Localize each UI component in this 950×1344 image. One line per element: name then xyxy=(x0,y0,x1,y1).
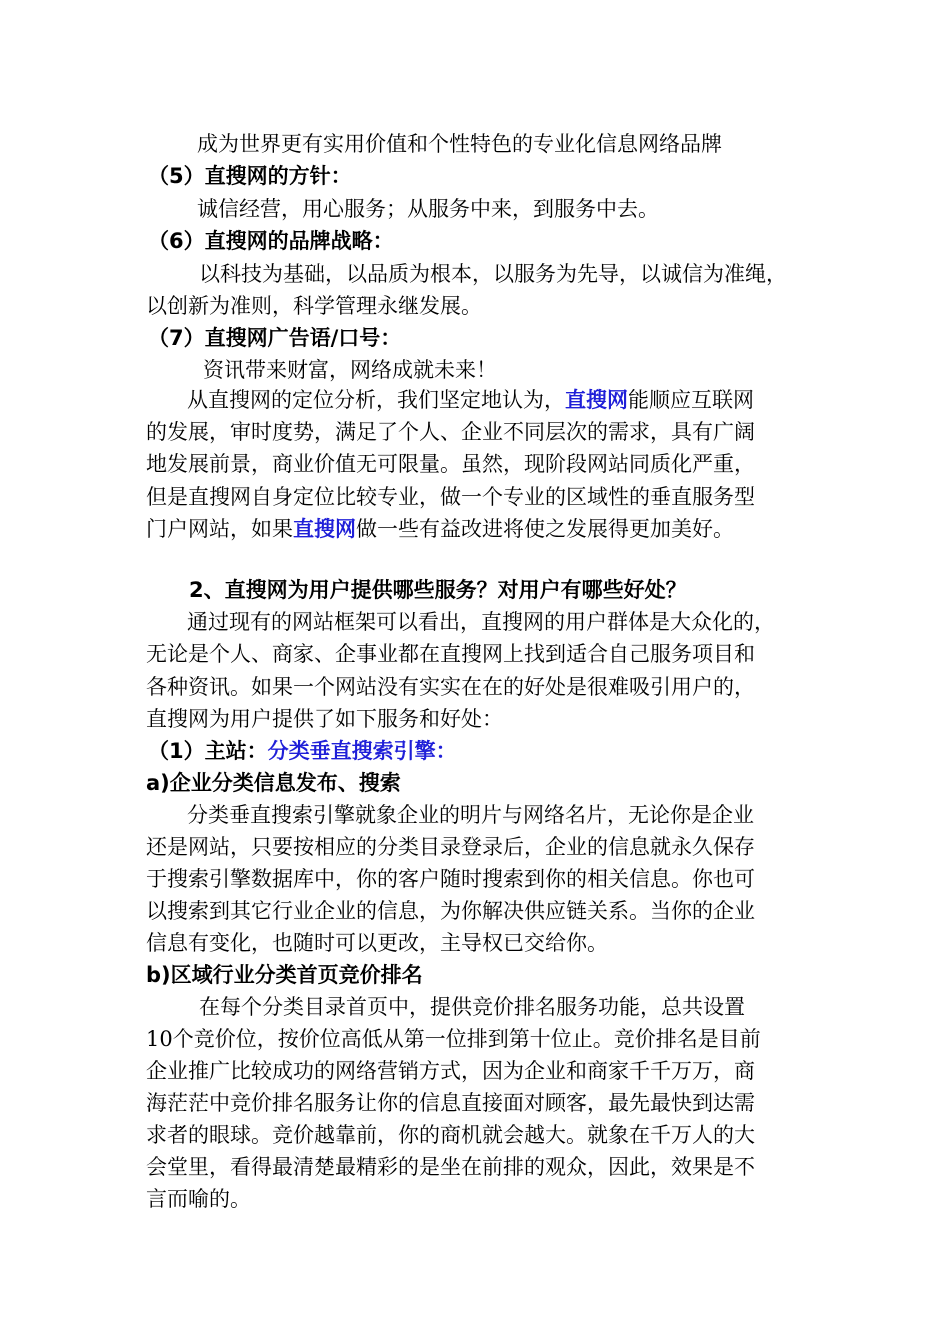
paragraph-line xyxy=(187,386,754,414)
paragraph-line: 海茫茫中竞价排名服务让你的信息直接面对顾客，最先最快到达需 xyxy=(146,1091,755,1115)
paragraph-line: 企业推广比较成功的网络营销方式，因为企业和商家千千万万，商 xyxy=(146,1059,755,1083)
section-heading xyxy=(148,737,457,765)
paragraph-line: 但是直搜网自身定位比较专业，做一个专业的区域性的垂直服务型 xyxy=(146,485,755,509)
paragraph-line: 无论是个人、商家、企事业都在直搜网上找到适合自己服务项目和 xyxy=(146,642,755,666)
paragraph-line: 在每个分类目录首页中，提供竞价排名服务功能，总共设置 xyxy=(199,995,745,1019)
paragraph-line: 求者的眼球。竞价越靠前，你的商机就会越大。就象在千万人的大 xyxy=(146,1123,755,1147)
text-run: 能顺应互联网 xyxy=(628,388,754,412)
paragraph-line: 成为世界更有实用价值和个性特色的专业化信息网络品牌 xyxy=(197,132,722,156)
paragraph-line: 以创新为准则，科学管理永继发展。 xyxy=(146,294,482,318)
text-run: 做一些有益改进将使之发展得更加美好。 xyxy=(356,517,734,541)
paragraph-line: 分类垂直搜索引擎就象企业的明片与网络名片，无论你是企业 xyxy=(187,803,754,827)
paragraph-line: 还是网站，只要按相应的分类目录登录后，企业的信息就永久保存 xyxy=(146,835,755,859)
paragraph-line: 以科技为基础，以品质为根本，以服务为先导，以诚信为准绳， xyxy=(199,262,787,286)
paragraph-line: 直搜网为用户提供了如下服务和好处： xyxy=(146,707,503,731)
paragraph-line: 通过现有的网站框架可以看出，直搜网的用户群体是大众化的， xyxy=(187,610,775,634)
paragraph-line: 言而喻的。 xyxy=(146,1187,251,1211)
paragraph-line: 各种资讯。如果一个网站没有实实在在的好处是很难吸引用户的， xyxy=(146,675,755,699)
paragraph-line: 信息有变化，也随时可以更改，主导权已交给你。 xyxy=(146,931,608,955)
text-run: 从直搜网的定位分析，我们坚定地认为， xyxy=(187,388,565,412)
subsection-heading: b)区域行业分类首页竞价排名 xyxy=(146,963,423,987)
section-heading: （6）直搜网的品牌战略： xyxy=(148,229,394,253)
paragraph-line: 以搜索到其它行业企业的信息，为你解决供应链关系。当你的企业 xyxy=(146,899,755,923)
paragraph-line: 于搜索引擎数据库中，你的客户随时搜索到你的相关信息。你也可 xyxy=(146,867,755,891)
text-run: 门户网站，如果 xyxy=(146,517,293,541)
paragraph-line: 会堂里，看得最清楚最精彩的是坐在前排的观众，因此，效果是不 xyxy=(146,1155,755,1179)
subsection-heading: a)企业分类信息发布、搜索 xyxy=(146,771,401,795)
section-heading: （7）直搜网广告语/口号： xyxy=(148,326,402,350)
section-heading: 2、直搜网为用户提供哪些服务？对用户有哪些好处？ xyxy=(189,578,687,602)
paragraph-line: 的发展，审时度势，满足了个人、企业不同层次的需求，具有广阔 xyxy=(146,420,755,444)
highlight-text: 分类垂直搜索引擎： xyxy=(267,739,457,763)
paragraph-line: 资讯带来财富，网络成就未来！ xyxy=(203,358,497,382)
paragraph-line: 诚信经营，用心服务；从服务中来，到服务中去。 xyxy=(197,197,659,221)
paragraph-line: 10个竞价位，按价位高低从第一位排到第十位止。竞价排名是目前 xyxy=(146,1027,761,1051)
text-run: （1）主站： xyxy=(148,739,268,763)
site-link[interactable]: 直搜网 xyxy=(565,388,628,412)
paragraph-line: 地发展前景，商业价值无可限量。虽然，现阶段网站同质化严重， xyxy=(146,452,755,476)
site-link[interactable]: 直搜网 xyxy=(293,517,356,541)
section-heading: （5）直搜网的方针： xyxy=(148,164,352,188)
paragraph-line xyxy=(146,515,734,543)
